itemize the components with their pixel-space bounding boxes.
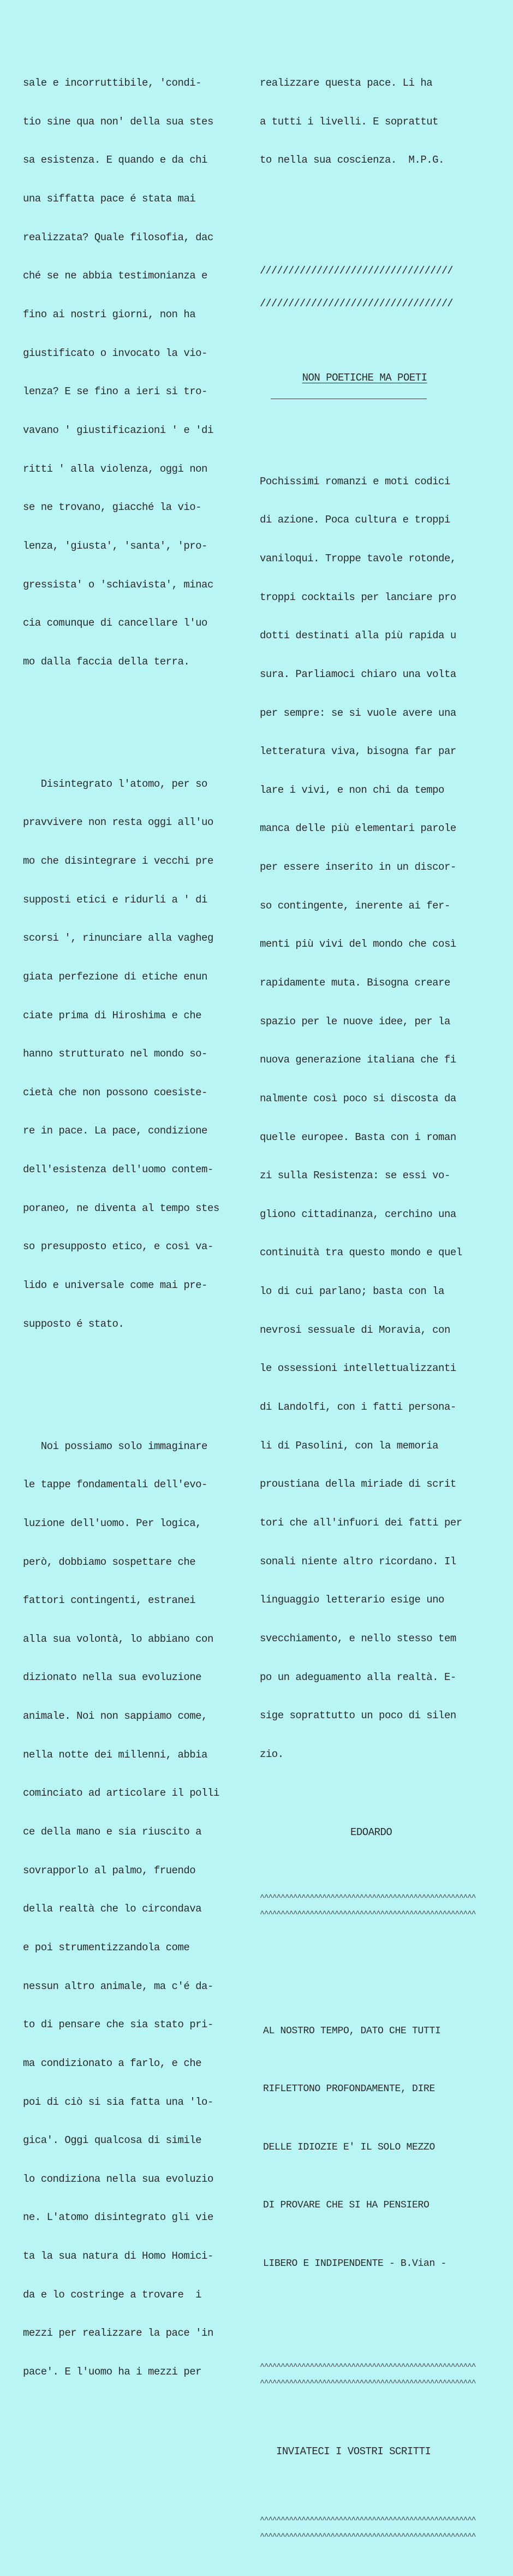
intro-paragraph [260,51,489,193]
text-line: per sempre: se si vuole avere una [260,707,456,719]
text-line: però, dobbiamo sospettare che [23,1556,196,1568]
text-line: lo condiziona nella sua evoluzio [23,2173,213,2185]
text-line: rapidamente muta. Bisogna creare [260,977,450,989]
text-line: continuità tra questo mondo e quel [260,1247,462,1259]
caret-divider [260,2353,489,2397]
text-line: supposto é stato. [23,1317,124,1330]
hatch-divider [260,244,489,331]
text-line: nessun altro animale, ma c'é da- [23,1980,213,1992]
left-column [23,26,241,2430]
text-line: giustificato o invocato la vio- [23,347,207,359]
paragraph-peace-philosophy [23,51,241,694]
caret-row: ^^^^^^^^^^^^^^^^^^^^^^^^^^^^^^^^^^^^^^^^^^^^^^^^^^^^ [260,1909,476,1919]
text-line: le ossessioni intellettualizzanti [260,1362,456,1375]
paragraph-atom [23,752,241,1357]
text-line: dizionato nella sua evoluzione [23,1671,202,1684]
text-line: poi di ciò si sia fatta una 'lo- [23,2096,213,2108]
text-line: e poi strumentizzandola come [23,1941,190,1954]
text-line: ne. L'atomo disintegrato gli vie [23,2211,213,2224]
text-line: to di pensare che sia stato pri- [23,2019,213,2031]
text-line: gica'. Oggi qualcosa di simile [23,2134,202,2147]
text-line: sale e incorruttibile, 'condi- [23,77,202,90]
text-line: so presupposto etico, e così va- [23,1240,213,1253]
text-line: ché se ne abbia testimonianza e [23,270,207,282]
text-line: zi sulla Resistenza: se essi vo- [260,1170,450,1182]
text-line: le tappe fondamentali dell'evo- [23,1479,207,1491]
text-line: ma condizionato a farlo, e che [23,2057,202,2069]
quote-line: DI PROVARE CHE SI HA PENSIERO [263,2200,430,2211]
text-line: lido e universale come mai pre- [23,1279,207,1292]
caret-divider [260,1884,489,1928]
text-line: da e lo costringe a trovare i [23,2288,202,2301]
text-line: proustiana della miriade di scrit [260,1478,456,1491]
text-line: manca delle più elementari parole [260,822,456,835]
text-line: se ne trovano, giacché la vio- [23,501,202,514]
text-line: sige soprattutto un poco di silen [260,1710,456,1722]
text-line: troppi cocktails per lanciare pro [260,591,456,603]
text-line: supposti etici e ridurli a ' di [23,893,207,906]
text-line: tori che all'infuori dei fatti per [260,1516,462,1529]
text-line: luzione dell'uomo. Per logica, [23,1517,202,1529]
text-line: di azione. Poca cultura e troppi [260,514,450,526]
text-line: svecchiamento, e nello stesso tem [260,1632,456,1645]
text-line: quelle europee. Basta con i roman [260,1131,456,1143]
paragraph-evolution [23,1415,241,2405]
text-line: giata perfezione di etiche enun [23,970,207,983]
hatch-row: ////////////////////////////////// [260,264,453,277]
text-line: Disintegrato l'atomo, per so [23,777,207,790]
text-line: lo di cui parlano; basta con la [260,1285,444,1298]
text-line: di Landolfi, con i fatti persona- [260,1401,456,1414]
signature: EDOARDO [350,1826,392,1839]
text-line: nuova generazione italiana che fi [260,1054,456,1066]
text-line: fino ai nostri giorni, non ha [23,308,196,321]
text-line: sura. Parliamoci chiaro una volta [260,668,456,680]
text-line: Pochissimi romanzi e moti codici [260,475,450,488]
quote-line: LIBERO E INDIPENDENTE - B.Vian - [263,2258,447,2269]
text-line: lenza, 'giusta', 'santa', 'pro- [23,539,207,552]
text-line: nevrosi sessuale di Moravia, con [260,1323,450,1336]
text-line: gliono cittadinanza, cerchino una [260,1208,456,1220]
caret-row: ^^^^^^^^^^^^^^^^^^^^^^^^^^^^^^^^^^^^^^^^^^^^^^^^^^^^ [260,2362,476,2372]
text-line: alla sua volontà, lo abbiano con [23,1633,213,1645]
text-line: sonali niente altro ricordano. Il [260,1555,456,1568]
text-line: cia comunque di cancellare l'uo [23,617,207,630]
text-line: mezzi per realizzare la pace 'in [23,2327,213,2340]
right-column [260,26,489,2576]
text-line: della realtà che lo circondava [23,1903,202,1915]
text-line: cominciato ad articolare il polli [23,1787,219,1800]
text-line: letteratura viva, bisogna far par [260,745,456,758]
text-line: ciate prima di Hiroshima e che [23,1009,202,1022]
call-to-action: INVIATECI I VOSTRI SCRITTI [276,2445,431,2458]
text-line: mo che disintegrare i vecchi pre [23,855,213,867]
text-line: spazio per le nuove idee, per la [260,1015,450,1028]
text-line: per essere inserito in un discor- [260,861,456,874]
text-line: ritti ' alla violenza, oggi non [23,462,207,475]
text-line: vaniloqui. Troppe tavole rotonde, [260,552,456,565]
text-line: realizzare questa pace. Li ha [260,77,433,90]
text-line: animale. Noi non sappiamo come, [23,1710,207,1723]
text-line: nalmente così poco si discosta da [260,1092,456,1105]
text-line: mo dalla faccia della terra. [23,655,190,668]
text-line: ta la sua natura di Homo Homici- [23,2250,213,2263]
text-line: dotti destinati alla più rapida u [260,630,456,642]
text-line: cietà che non possono coesiste- [23,1086,207,1099]
text-line: linguaggio letterario esige uno [260,1594,444,1606]
vian-quote [263,1983,489,2313]
caret-row: ^^^^^^^^^^^^^^^^^^^^^^^^^^^^^^^^^^^^^^^^^^^^^^^^^^^^ [260,2531,476,2541]
text-line: lare i vivi, e non chi da tempo [260,784,444,796]
quote-line: DELLE IDIOZIE E' IL SOLO MEZZO [263,2141,436,2153]
text-line: re in pace. La pace, condizione [23,1125,207,1137]
text-line: gressista' o 'schiavista', minac [23,578,213,591]
text-line: pace'. E l'uomo ha i mezzi per [23,2365,202,2378]
text-line: menti più vivi del mondo che così [260,938,456,951]
hatch-row: ////////////////////////////////// [260,297,453,310]
text-line: a tutti i livelli. E soprattut [260,115,439,128]
text-line: Noi possiamo solo immaginare [23,1440,207,1452]
text-line: una siffatta pace é stata mai [23,193,196,205]
text-line: scorsi ', rinunciare alla vagheg [23,932,213,945]
caret-divider [260,2507,489,2550]
caret-row: ^^^^^^^^^^^^^^^^^^^^^^^^^^^^^^^^^^^^^^^^^^^^^^^^^^^^ [260,1893,476,1903]
text-line: to nella sua coscienza. M.P.G. [260,154,444,167]
text-line: dell'esistenza dell'uomo contem- [23,1164,213,1176]
text-line: so contingente, inerente ai fer- [260,899,450,912]
quote-line: AL NOSTRO TEMPO, DATO CHE TUTTI [263,2025,441,2037]
text-line: poraneo, ne diventa al tempo stes [23,1202,219,1214]
text-line: li di Pasolini, con la memoria [260,1439,439,1452]
caret-row: ^^^^^^^^^^^^^^^^^^^^^^^^^^^^^^^^^^^^^^^^^^^^^^^^^^^^ [260,2515,476,2525]
text-line: ce della mano e sia riuscito a [23,1826,202,1838]
caret-row: ^^^^^^^^^^^^^^^^^^^^^^^^^^^^^^^^^^^^^^^^^^^^^^^^^^^^ [260,2378,476,2388]
text-line: realizzata? Quale filosofia, dac [23,231,213,244]
text-line: nella notte dei millenni, abbia [23,1748,207,1761]
text-line: fattori contingenti, estranei [23,1594,196,1607]
text-line: zio. [260,1748,284,1760]
article-body [260,450,489,1787]
text-line: po un adeguamento alla realtà. E- [260,1671,456,1683]
text-line: lenza? E se fino a ieri si tro- [23,385,207,398]
text-line: sa esistenza. E quando e da chi [23,154,207,167]
text-line: vavano ' giustificazioni ' e 'di [23,424,213,436]
text-line: tio sine qua non' della sua stes [23,115,213,128]
text-line: sovrapporlo al palmo, fruendo [23,1864,196,1877]
article-heading: NON POETICHE MA POETI [302,371,427,384]
text-line: hanno strutturato nel mondo so- [23,1048,207,1060]
text-line: pravvivere non resta oggi all'uo [23,816,213,829]
quote-line: RIFLETTONO PROFONDAMENTE, DIRE [263,2084,436,2095]
